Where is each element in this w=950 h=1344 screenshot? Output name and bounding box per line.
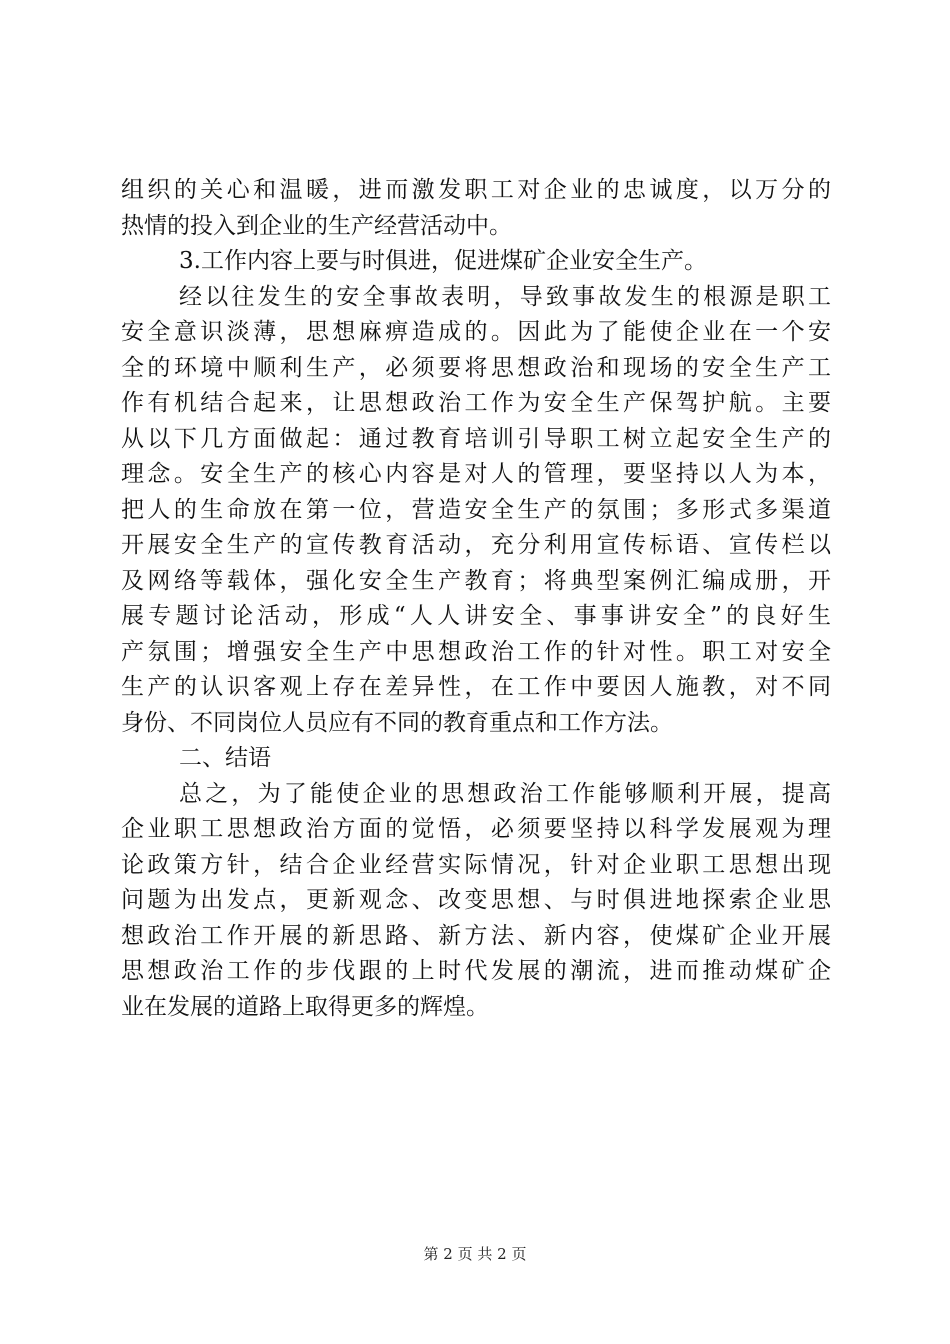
text-line: 3.工作内容上要与时俱进，促进煤矿企业安全生产。 (179, 248, 707, 274)
text-line: 安全意识淡薄，思想麻痹造成的。因此为了能使企业在一个安 (121, 319, 831, 345)
text-line: 作有机结合起来，让思想政治工作为安全生产保驾护航。主要 (121, 390, 831, 416)
text-line: 问题为出发点，更新观念、改变思想、与时俱进地探索企业思 (121, 887, 831, 913)
text-line: 从以下几方面做起：通过教育培训引导职工树立起安全生产的 (121, 425, 831, 452)
text-line: 理念。安全生产的核心内容是对人的管理，要坚持以人为本， (121, 461, 831, 487)
text-line: 及网络等载体，强化安全生产教育；将典型案例汇编成册，开 (121, 567, 831, 594)
text-line: 展专题讨论活动，形成“人人讲安全、事事讲安全”的良好生 (121, 603, 831, 629)
document-body (121, 173, 831, 1025)
text-line: 把人的生命放在第一位，营造安全生产的氛围；多形式多渠道 (121, 496, 831, 523)
text-line: 组织的关心和温暖，进而激发职工对企业的忠诚度，以万分的 (121, 177, 831, 203)
page-number-footer: 第 2 页 共 2 页 (423, 1245, 527, 1263)
text-line: 全的环境中顺利生产，必须要将思想政治和现场的安全生产工 (121, 354, 831, 381)
text-line: 经以往发生的安全事故表明，导致事故发生的根源是职工 (179, 283, 831, 310)
text-line: 热情的投入到企业的生产经营活动中。 (121, 212, 512, 239)
text-line: 开展安全生产的宣传教育活动，充分利用宣传标语、宣传栏以 (121, 532, 831, 558)
text-line: 二、结语 (179, 745, 271, 771)
text-line: 想政治工作开展的新思路、新方法、新内容，使煤矿企业开展 (121, 922, 831, 949)
text-line: 产氛围；增强安全生产中思想政治工作的针对性。职工对安全 (121, 638, 831, 665)
text-line: 企业职工思想政治方面的觉悟，必须要坚持以科学发展观为理 (121, 816, 831, 842)
text-line: 生产的认识客观上存在差异性，在工作中要因人施教，对不同 (121, 674, 831, 700)
text-line: 身份、不同岗位人员应有不同的教育重点和工作方法。 (121, 709, 673, 736)
text-line: 论政策方针，结合企业经营实际情况，针对企业职工思想出现 (121, 851, 831, 878)
text-line: 思想政治工作的步伐跟的上时代发展的潮流，进而推动煤矿企 (121, 958, 831, 984)
text-line: 业在发展的道路上取得更多的辉煌。 (121, 993, 489, 1020)
text-line: 总之，为了能使企业的思想政治工作能够顺利开展，提高 (179, 780, 831, 807)
